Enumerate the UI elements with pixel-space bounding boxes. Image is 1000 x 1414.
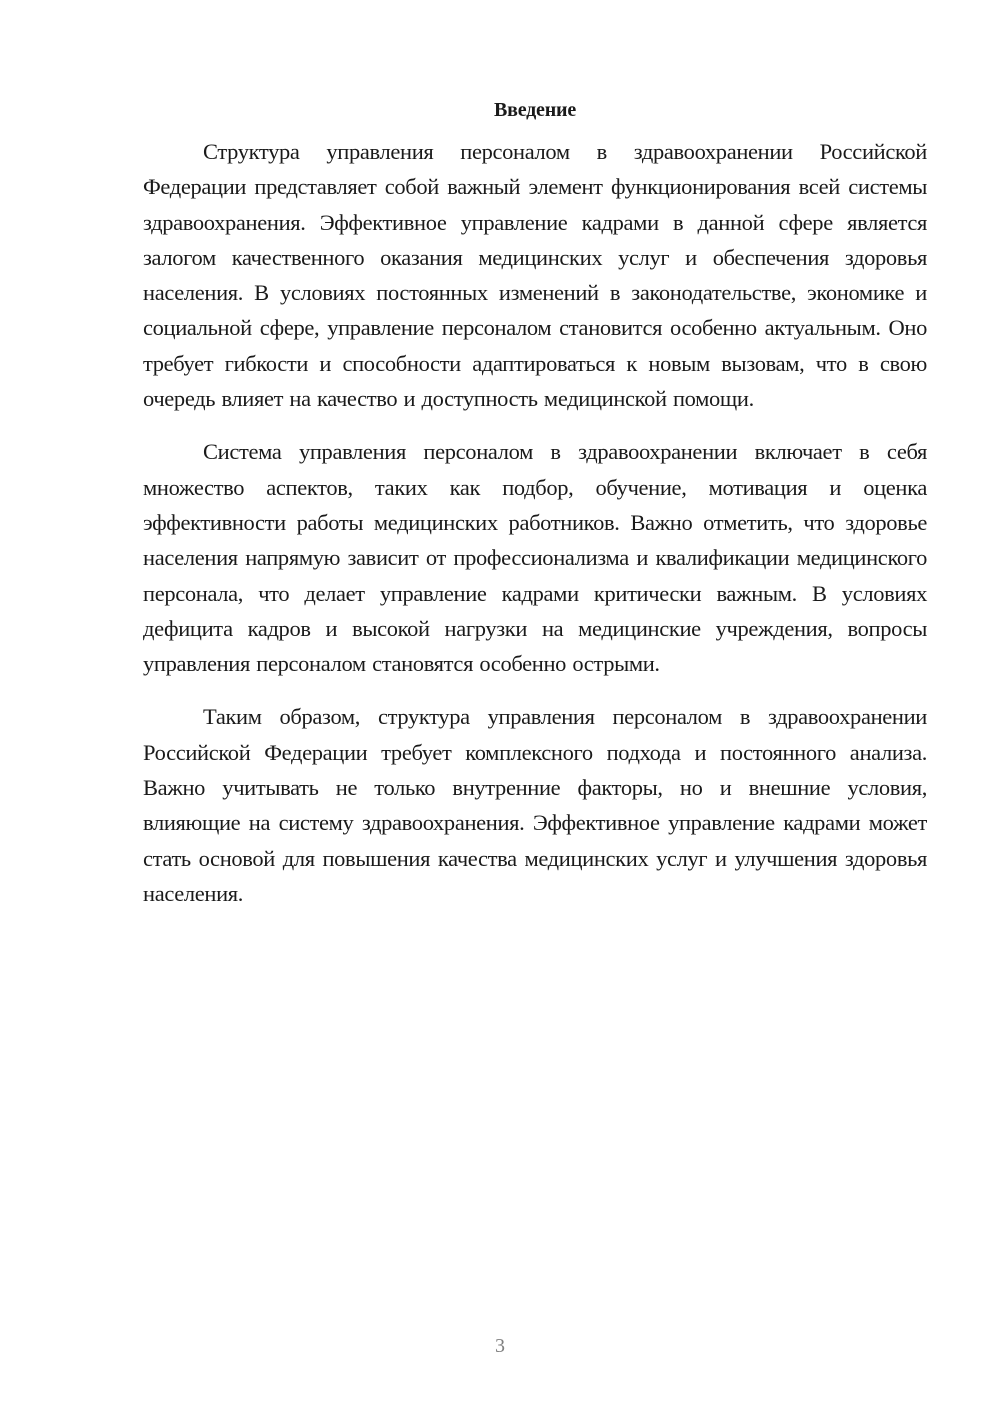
paragraph-2: Система управления персоналом в здравоохранении включает в себя множество аспектов, таких как подбор, обучение, мотивация и оценка эффективности работы медицинских работников. Важно отметить, что здоровье населения напрямую зависит от профессионализма и квалификации медицинского персонала, что делает управление кадрами критически важным. В условиях дефицита кадров и высокой нагрузки на медицинские учреждения, вопросы управления персоналом становятся особенно острыми. — [143, 439, 927, 677]
paragraph-3: Таким образом, структура управления персоналом в здравоохранении Российской Федерации требует комплексного подхода и постоянного анализа. Важно учитывать не только внутренние факторы, но и внешние условия, влияющие на систему здравоохранения. Эффективное управление кадрами может стать основой для повышения качества медицинских услуг и улучшения здоровья населения. — [143, 704, 927, 906]
paragraph-1: Структура управления персоналом в здравоохранении Российской Федерации представляет собой важный элемент функционирования всей системы здравоохранения. Эффективное управление кадрами в данной сфере является залогом качественного оказания медицинских услуг и обеспечения здоровья населения. В условиях постоянных изменений в законодательстве, экономике и социальной сфере, управление персоналом становится особенно актуальным. Оно требует гибкости и способности адаптироваться к новым вызовам, что в свою очередь влияет на качество и доступность медицинской помощи. — [143, 139, 927, 412]
page-number: 3 — [495, 1335, 505, 1357]
section-heading: Введение — [493, 99, 577, 121]
document-page — [143, 96, 927, 911]
